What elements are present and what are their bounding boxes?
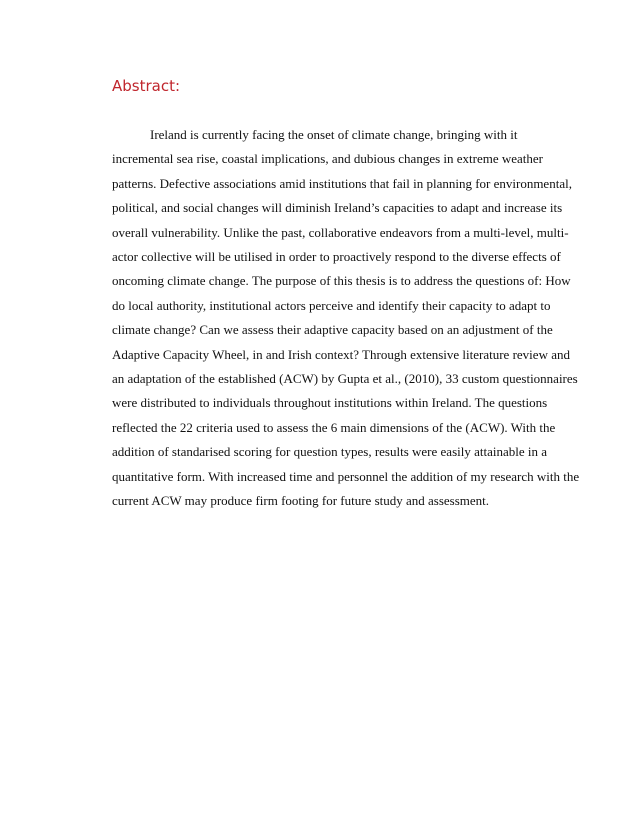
abstract-line: current ACW may produce firm footing for future study and assessment.	[112, 493, 490, 509]
abstract-line: do local authority, institutional actors perceive and identify their capacity to adapt to	[112, 297, 551, 313]
abstract-line: climate change? Can we assess their adaptive capacity based on an adjustment of the	[112, 322, 553, 338]
abstract-line: incremental sea rise, coastal implications, and dubious changes in extreme weather	[112, 151, 544, 167]
abstract-line: Adaptive Capacity Wheel, in and Irish context? Through extensive literature review and	[112, 346, 570, 362]
abstract-line: overall vulnerability. Unlike the past, collaborative endeavors from a multi-level, multi-	[112, 224, 569, 240]
abstract-line: quantitative form. With increased time and personnel the addition of my research with the	[112, 468, 580, 484]
abstract-line: were distributed to individuals throughout institutions within Ireland. The questions	[112, 395, 548, 411]
abstract-heading: Abstract:	[112, 77, 181, 95]
abstract-paragraph	[112, 123, 580, 514]
abstract-line: actor collective will be utilised in order to proactively respond to the diverse effects of	[112, 249, 561, 265]
abstract-line: reflected the 22 criteria used to assess the 6 main dimensions of the (ACW). With the	[112, 419, 556, 435]
abstract-line: oncoming climate change. The purpose of this thesis is to address the questions of: How	[112, 273, 571, 289]
abstract-line: an adaptation of the established (ACW) by Gupta et al., (2010), 33 custom questionnaires	[112, 371, 578, 387]
abstract-line: patterns. Defective associations amid institutions that fail in planning for environmental,	[112, 175, 572, 191]
abstract-line: addition of standarised scoring for question types, results were easily attainable in a	[112, 444, 548, 460]
abstract-line: political, and social changes will diminish Ireland’s capacities to adapt and increase its	[112, 200, 563, 216]
abstract-line: Ireland is currently facing the onset of climate change, bringing with it	[150, 127, 518, 142]
